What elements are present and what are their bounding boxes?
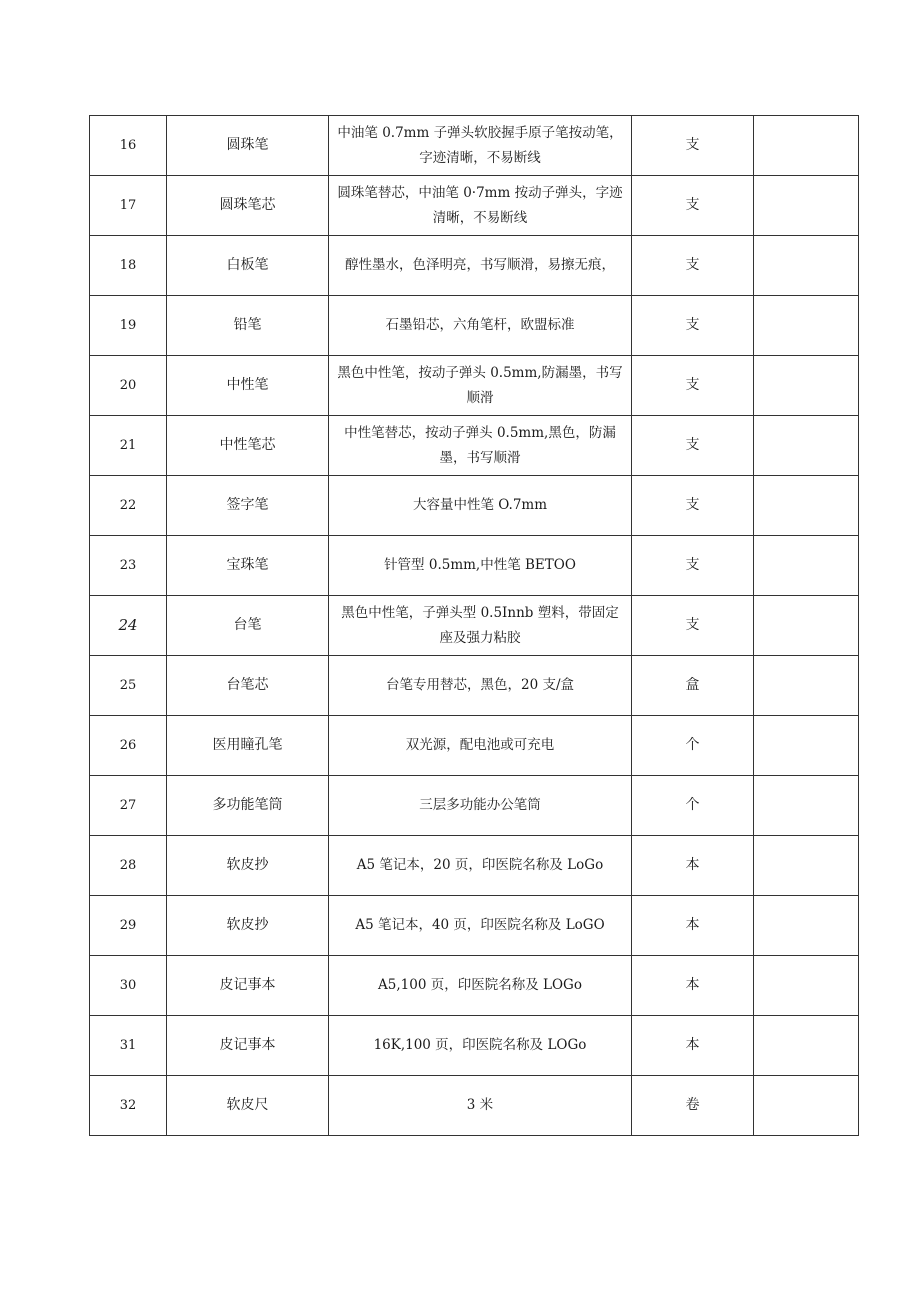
item-unit-cell: 个 bbox=[632, 716, 754, 776]
item-note-cell bbox=[754, 176, 859, 236]
item-number-cell: 32 bbox=[90, 1076, 167, 1136]
item-number-cell: 20 bbox=[90, 356, 167, 416]
item-spec-cell: 双光源，配电池或可充电 bbox=[329, 716, 632, 776]
item-note-cell bbox=[754, 1076, 859, 1136]
item-name-cell: 铅笔 bbox=[167, 296, 329, 356]
item-unit-cell: 本 bbox=[632, 836, 754, 896]
item-spec-cell: A5 笔记本，20 页，印医院名称及 LoGo bbox=[329, 836, 632, 896]
item-spec-cell: 黑色中性笔，子弹头型 0.5Innb 塑料，带固定座及强力粘胶 bbox=[329, 596, 632, 656]
item-number-cell: 17 bbox=[90, 176, 167, 236]
table-row bbox=[90, 776, 859, 836]
item-name-cell: 圆珠笔芯 bbox=[167, 176, 329, 236]
item-note-cell bbox=[754, 896, 859, 956]
item-name-cell: 台笔 bbox=[167, 596, 329, 656]
item-number-cell: 22 bbox=[90, 476, 167, 536]
item-unit-cell: 支 bbox=[632, 176, 754, 236]
item-name-cell: 中性笔 bbox=[167, 356, 329, 416]
item-note-cell bbox=[754, 596, 859, 656]
item-spec-cell: A5,100 页，印医院名称及 LOGo bbox=[329, 956, 632, 1016]
item-note-cell bbox=[754, 116, 859, 176]
item-unit-cell: 支 bbox=[632, 476, 754, 536]
item-spec-cell: A5 笔记本，40 页，印医院名称及 LoGO bbox=[329, 896, 632, 956]
item-name-cell: 圆珠笔 bbox=[167, 116, 329, 176]
item-number-cell: 19 bbox=[90, 296, 167, 356]
item-spec-cell: 针管型 0.5mm,中性笔 BETOO bbox=[329, 536, 632, 596]
item-spec-cell: 三层多功能办公笔筒 bbox=[329, 776, 632, 836]
item-note-cell bbox=[754, 536, 859, 596]
item-number-cell: 16 bbox=[90, 116, 167, 176]
table-row bbox=[90, 536, 859, 596]
table-row bbox=[90, 296, 859, 356]
item-spec-cell: 16K,100 页，印医院名称及 LOGo bbox=[329, 1016, 632, 1076]
item-unit-cell: 本 bbox=[632, 896, 754, 956]
item-name-cell: 软皮抄 bbox=[167, 836, 329, 896]
item-name-cell: 软皮抄 bbox=[167, 896, 329, 956]
item-number-cell: 28 bbox=[90, 836, 167, 896]
item-spec-cell: 圆珠笔替芯，中油笔 0·7mm 按动子弹头，字迹清晰，不易断线 bbox=[329, 176, 632, 236]
item-number-cell: 25 bbox=[90, 656, 167, 716]
table-row bbox=[90, 1016, 859, 1076]
table-row bbox=[90, 236, 859, 296]
table-row bbox=[90, 1076, 859, 1136]
item-unit-cell: 支 bbox=[632, 596, 754, 656]
item-spec-cell: 中性笔替芯，按动子弹头 0.5mm,黑色，防漏墨，书写顺滑 bbox=[329, 416, 632, 476]
item-spec-cell: 大容量中性笔 O.7mm bbox=[329, 476, 632, 536]
item-number-cell: 23 bbox=[90, 536, 167, 596]
table-row bbox=[90, 716, 859, 776]
item-unit-cell: 本 bbox=[632, 956, 754, 1016]
item-unit-cell: 支 bbox=[632, 236, 754, 296]
item-spec-cell: 黑色中性笔，按动子弹头 0.5mm,防漏墨，书写顺滑 bbox=[329, 356, 632, 416]
item-unit-cell: 支 bbox=[632, 356, 754, 416]
item-spec-cell: 3 米 bbox=[329, 1076, 632, 1136]
item-unit-cell: 卷 bbox=[632, 1076, 754, 1136]
item-note-cell bbox=[754, 236, 859, 296]
item-unit-cell: 支 bbox=[632, 296, 754, 356]
item-name-cell: 皮记事本 bbox=[167, 956, 329, 1016]
item-name-cell: 台笔芯 bbox=[167, 656, 329, 716]
table-row bbox=[90, 476, 859, 536]
item-spec-cell: 醇性墨水，色泽明亮，书写顺滑，易擦无痕， bbox=[329, 236, 632, 296]
item-number-cell: 24 bbox=[90, 596, 167, 656]
item-number-cell: 26 bbox=[90, 716, 167, 776]
supplies-table bbox=[89, 115, 859, 1136]
item-unit-cell: 支 bbox=[632, 536, 754, 596]
item-note-cell bbox=[754, 476, 859, 536]
item-spec-cell: 石墨铅芯，六角笔杆，欧盟标准 bbox=[329, 296, 632, 356]
item-number-cell: 29 bbox=[90, 896, 167, 956]
table-row bbox=[90, 116, 859, 176]
item-name-cell: 白板笔 bbox=[167, 236, 329, 296]
item-number-cell: 21 bbox=[90, 416, 167, 476]
table-row bbox=[90, 836, 859, 896]
item-name-cell: 皮记事本 bbox=[167, 1016, 329, 1076]
item-spec-cell: 台笔专用替芯，黑色，20 支/盒 bbox=[329, 656, 632, 716]
item-name-cell: 宝珠笔 bbox=[167, 536, 329, 596]
item-note-cell bbox=[754, 656, 859, 716]
table-row bbox=[90, 656, 859, 716]
table-row bbox=[90, 416, 859, 476]
item-note-cell bbox=[754, 776, 859, 836]
item-number-cell: 27 bbox=[90, 776, 167, 836]
item-spec-cell: 中油笔 0.7mm 子弹头软胶握手原子笔按动笔，字迹清晰，不易断线 bbox=[329, 116, 632, 176]
table-row bbox=[90, 896, 859, 956]
item-number-cell: 30 bbox=[90, 956, 167, 1016]
item-note-cell bbox=[754, 416, 859, 476]
item-note-cell bbox=[754, 356, 859, 416]
table-row bbox=[90, 596, 859, 656]
item-unit-cell: 支 bbox=[632, 116, 754, 176]
item-name-cell: 签字笔 bbox=[167, 476, 329, 536]
item-unit-cell: 个 bbox=[632, 776, 754, 836]
table-row bbox=[90, 176, 859, 236]
supplies-table-body bbox=[90, 116, 859, 1136]
item-note-cell bbox=[754, 836, 859, 896]
item-name-cell: 软皮尺 bbox=[167, 1076, 329, 1136]
table-row bbox=[90, 956, 859, 1016]
item-note-cell bbox=[754, 956, 859, 1016]
item-note-cell bbox=[754, 296, 859, 356]
item-name-cell: 医用瞳孔笔 bbox=[167, 716, 329, 776]
table-row bbox=[90, 356, 859, 416]
item-unit-cell: 支 bbox=[632, 416, 754, 476]
item-name-cell: 多功能笔筒 bbox=[167, 776, 329, 836]
item-name-cell: 中性笔芯 bbox=[167, 416, 329, 476]
item-unit-cell: 盒 bbox=[632, 656, 754, 716]
item-number-cell: 31 bbox=[90, 1016, 167, 1076]
item-note-cell bbox=[754, 1016, 859, 1076]
item-unit-cell: 本 bbox=[632, 1016, 754, 1076]
item-note-cell bbox=[754, 716, 859, 776]
item-number-cell: 18 bbox=[90, 236, 167, 296]
